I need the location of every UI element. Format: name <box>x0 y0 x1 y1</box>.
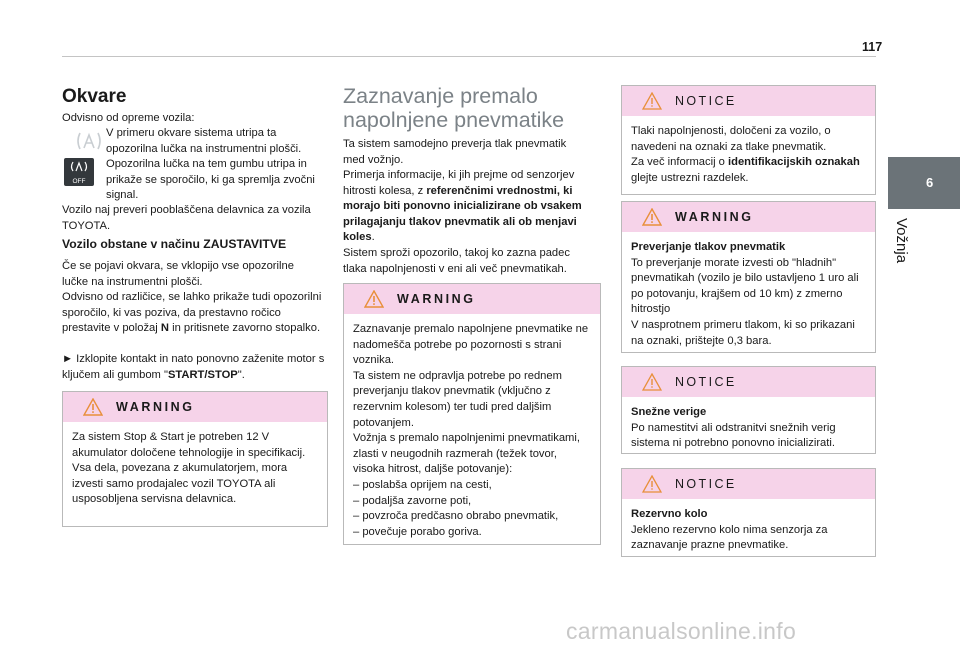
notice-box-spare-wheel <box>621 468 876 557</box>
warning-line: – povzroča predčasno obrabo pnevmatik, <box>353 510 559 523</box>
subtitle-zaustavitve: Vozilo obstane v načinu ZAUSTAVITVE <box>62 237 287 251</box>
warning-header <box>622 202 875 232</box>
notice-heading: Rezervno kolo <box>631 508 708 520</box>
warning-text: Za sistem Stop & Start je potreben 12 V akumulator določene tehnologije in specifikacij. Vsa dela, povezana z akumulatorjem, mora izvesti samo prodajalec vozil TOYOTA ali usposobljena servisna delavnica. <box>72 431 306 506</box>
tyre-pressure-icon <box>74 130 104 152</box>
warning-triangle-icon <box>642 208 662 226</box>
col2-paragraph-3: Sistem sproži opozorilo, takoj ko zazna padec tlaka napolnjenosti v eni ali več pnevmatikah. <box>343 247 570 275</box>
warning-label: WARNING <box>675 210 754 224</box>
notice-line: Za več informacij o identifikacijskih oznakah glejte ustrezni razdelek. <box>631 156 860 184</box>
warning-line: – poslabša oprijem na cesti, <box>353 478 492 491</box>
warning-box-stopstart <box>62 391 328 527</box>
col2-paragraph-2: Primerja informacije, ki jih prejme od senzorjev hitrosti kolesa, z referenčnimi vrednostmi, ki morajo biti ponovno inicializirane ob vsakem prilagajanju tlakov pnevmatik ali ob menjavi koles. <box>343 169 582 244</box>
notice-line: Jekleno rezervno kolo nima senzorja za zaznavanje prazne pnevmatike. <box>631 523 828 552</box>
warning-header <box>344 284 600 314</box>
warning-triangle-icon <box>642 475 662 493</box>
notice-text <box>622 397 875 460</box>
notice-header <box>622 367 875 397</box>
warning-text <box>622 232 875 357</box>
warning-box-pressure-check <box>621 201 876 353</box>
chapter-tab <box>888 157 960 209</box>
col2-paragraph-1: Ta sistem samodejno preverja tlak pnevmatik med vožnjo. <box>343 138 567 166</box>
notice-heading: Snežne verige <box>631 406 707 418</box>
notice-box-pressures <box>621 85 876 195</box>
warning-triangle-icon <box>642 373 662 391</box>
warning-line: V nasprotnem primeru tlakom, ki so prikazani na oznaki, prištejte 0,3 bara. <box>631 318 855 347</box>
notice-box-snow-chains <box>621 366 876 454</box>
warning-line: Vožnja s premalo napolnjenimi pnevmatikami, zlasti v neugodnih razmerah (težek tovor, visoka hitrost, daljše potovanje): <box>353 432 580 476</box>
notice-label: NOTICE <box>675 477 737 491</box>
section-title-okvare: Okvare <box>62 86 127 107</box>
chapter-title: Vožnja <box>893 218 910 264</box>
notice-text <box>622 116 875 194</box>
notice-label: NOTICE <box>675 94 737 108</box>
warning-triangle-icon <box>364 290 384 308</box>
warning-heading: Preverjanje tlakov pnevmatik <box>631 241 786 253</box>
notice-line: Po namestitvi ali odstranitvi snežnih verig sistema ni potrebno ponovno inicializirati. <box>631 421 836 450</box>
section-title-zaznavanje: Zaznavanje premalo napolnjene pnevmatike <box>343 84 565 132</box>
notice-header <box>622 86 875 116</box>
notice-header <box>622 469 875 499</box>
intro-text: Odvisno od opreme vozila: <box>62 112 195 124</box>
warning-triangle-icon <box>642 92 662 110</box>
watermark: carmanualsonline.info <box>566 618 797 644</box>
chapter-number: 6 <box>926 175 934 190</box>
notice-text <box>622 499 875 562</box>
item1-text: V primeru okvare sistema utripa ta opozorilna lučka na instrumentni plošči. <box>106 127 302 155</box>
warning-line: To preverjanje morate izvesti ob "hladnih" pnevmatikah (vozilo je bilo ustavljeno 1 uro ali po potovanju, krajšem od 10 km) z zmerno hitrostjo <box>631 256 859 316</box>
warning-label: WARNING <box>116 400 195 414</box>
warning-line: Ta sistem ne odpravlja potrebe po rednem preverjanju tlakov pnevmatik (vključno z rezervnim kolesom) ter tudi pred daljšim potovanjem. <box>353 369 562 429</box>
page-number: 117 <box>862 40 883 54</box>
warning-box-tyres <box>343 283 601 545</box>
warning-header <box>63 392 327 422</box>
svg-text:OFF: OFF <box>72 178 86 185</box>
warning-line: Zaznavanje premalo napolnjene pnevmatike ne nadomešča potrebe po pozornosti s strani voznika. <box>353 323 589 367</box>
paragraph-1: Vozilo naj preveri pooblaščena delavnica za vozila TOYOTA. <box>62 204 311 232</box>
warning-text <box>344 314 600 548</box>
item2-text: Opozorilna lučka na tem gumbu utripa in prikaže se sporočilo, ki ga spremlja zvočni signal. <box>106 158 315 202</box>
warning-triangle-icon <box>83 398 103 416</box>
paragraph-4: ► Izklopite kontakt in nato ponovno zaženite motor s ključem ali gumbom "START/STOP". <box>62 353 325 381</box>
warning-line: – povečuje porabo goriva. <box>353 525 482 538</box>
warning-line: – podaljša zavorne poti, <box>353 494 472 507</box>
top-rule <box>62 56 876 57</box>
warning-label: WARNING <box>397 292 476 306</box>
paragraph-3: Odvisno od različice, se lahko prikaže tudi opozorilni sporočilo, ki vas poziva, da prestavno ročico prestavite v položaj N in pritisnete zavorno stopalko. <box>62 291 322 335</box>
notice-line: Tlaki napolnjenosti, določeni za vozilo, o navedeni na oznaki za tlake pnevmatik. <box>631 125 831 153</box>
paragraph-2: Če se pojavi okvara, se vklopijo vse opozorilne lučke na instrumentni plošči. <box>62 260 294 288</box>
notice-label: NOTICE <box>675 375 737 389</box>
off-button-icon <box>64 158 94 186</box>
